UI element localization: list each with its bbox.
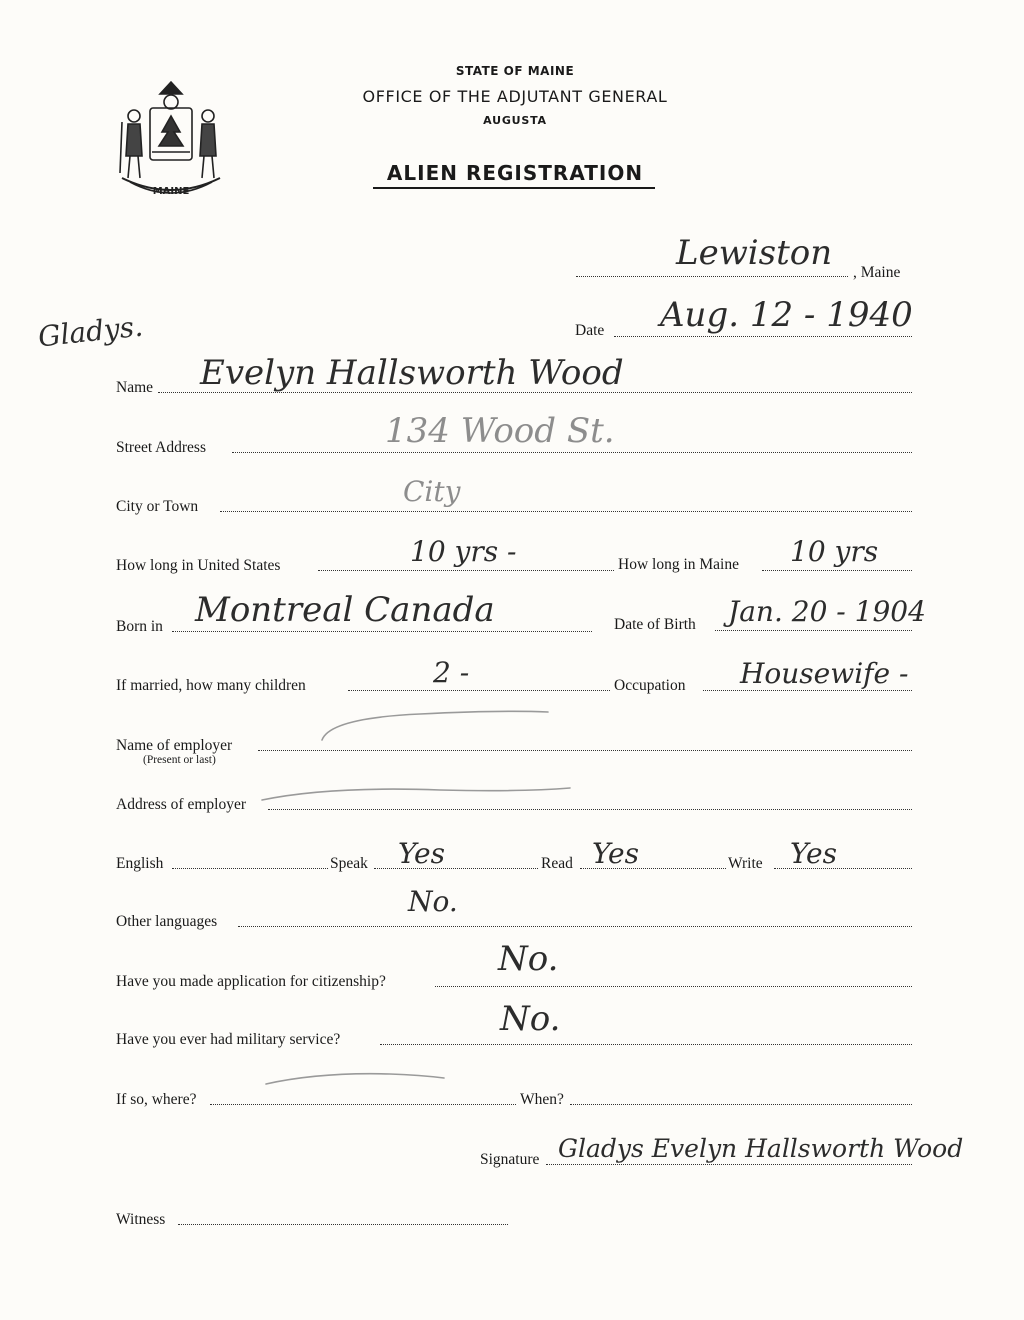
name-value: Evelyn Hallsworth Wood (200, 353, 624, 393)
signature-line (546, 1164, 912, 1165)
city-or-town-value: City (403, 475, 461, 508)
speak-label: Speak (330, 855, 368, 872)
write-label: Write (728, 855, 763, 872)
witness-label: Witness (116, 1211, 166, 1228)
witness-line (178, 1224, 508, 1225)
employer-name-sublabel: (Present or last) (143, 754, 216, 766)
signature-value: Gladys Evelyn Hallsworth Wood (558, 1134, 964, 1163)
name-label: Name (116, 379, 154, 396)
date-line (614, 336, 912, 337)
how-long-maine-label: How long in Maine (618, 556, 739, 573)
street-address-label: Street Address (116, 439, 206, 456)
born-in-label: Born in (116, 618, 163, 635)
citizenship-value: No. (498, 939, 559, 979)
place-suffix-label: , Maine (853, 264, 901, 281)
if-so-where-line (210, 1104, 516, 1105)
street-address-line (232, 452, 912, 453)
svg-text:MAINE: MAINE (152, 186, 190, 197)
employer-name-dash (322, 711, 548, 740)
other-languages-label: Other languages (116, 913, 218, 930)
when-label: When? (520, 1091, 564, 1108)
speak-value: Yes (398, 837, 445, 870)
when-line (570, 1104, 912, 1105)
how-long-us-value: 10 yrs - (410, 535, 517, 568)
city-or-town-line (220, 511, 912, 512)
street-address-value: 134 Wood St. (385, 411, 615, 451)
date-of-birth-line (715, 630, 912, 631)
if-so-where-label: If so, where? (116, 1091, 197, 1108)
city-or-town-label: City or Town (116, 498, 199, 515)
if-so-where-dash (266, 1074, 444, 1084)
date-of-birth-value: Jan. 20 - 1904 (728, 595, 926, 628)
employer-address-line (268, 809, 912, 810)
born-in-value: Montreal Canada (195, 590, 495, 630)
place-line (576, 276, 848, 277)
write-value: Yes (790, 837, 837, 870)
form-title: ALIEN REGISTRATION (386, 161, 644, 185)
employer-name-label: Name of employer (116, 737, 233, 754)
military-line (380, 1044, 912, 1045)
employer-address-label: Address of employer (116, 796, 246, 813)
military-label: Have you ever had military service? (116, 1031, 341, 1048)
military-value: No. (500, 999, 561, 1039)
how-long-us-line (318, 570, 614, 571)
name-margin-note: Gladys. (36, 309, 145, 354)
place-value: Lewiston (676, 233, 833, 273)
children-line (348, 690, 610, 691)
occupation-label: Occupation (614, 677, 686, 694)
citizenship-line (435, 986, 912, 987)
city-heading: AUGUSTA (483, 114, 547, 127)
english-line (172, 868, 328, 869)
office-heading: OFFICE OF THE ADJUTANT GENERAL (362, 87, 668, 106)
date-of-birth-label: Date of Birth (614, 616, 696, 633)
date-label: Date (575, 322, 605, 339)
state-heading: STATE OF MAINE (455, 64, 575, 78)
state-seal-icon (112, 78, 230, 203)
read-value: Yes (592, 837, 639, 870)
how-long-maine-value: 10 yrs (790, 535, 879, 568)
citizenship-label: Have you made application for citizenship? (116, 973, 386, 990)
occupation-value: Housewife - (740, 657, 909, 690)
other-languages-value: No. (408, 885, 458, 918)
occupation-line (703, 690, 912, 691)
children-value: 2 - (433, 656, 470, 689)
children-label: If married, how many children (116, 677, 306, 694)
born-in-line (172, 631, 592, 632)
other-languages-line (238, 926, 912, 927)
how-long-us-label: How long in United States (116, 557, 281, 574)
english-label: English (116, 855, 164, 872)
date-value: Aug. 12 - 1940 (660, 295, 913, 335)
title-underline (373, 187, 655, 189)
read-label: Read (541, 855, 573, 872)
how-long-maine-line (762, 570, 912, 571)
employer-address-dash (262, 788, 570, 800)
signature-label: Signature (480, 1151, 540, 1168)
employer-name-line (258, 750, 912, 751)
